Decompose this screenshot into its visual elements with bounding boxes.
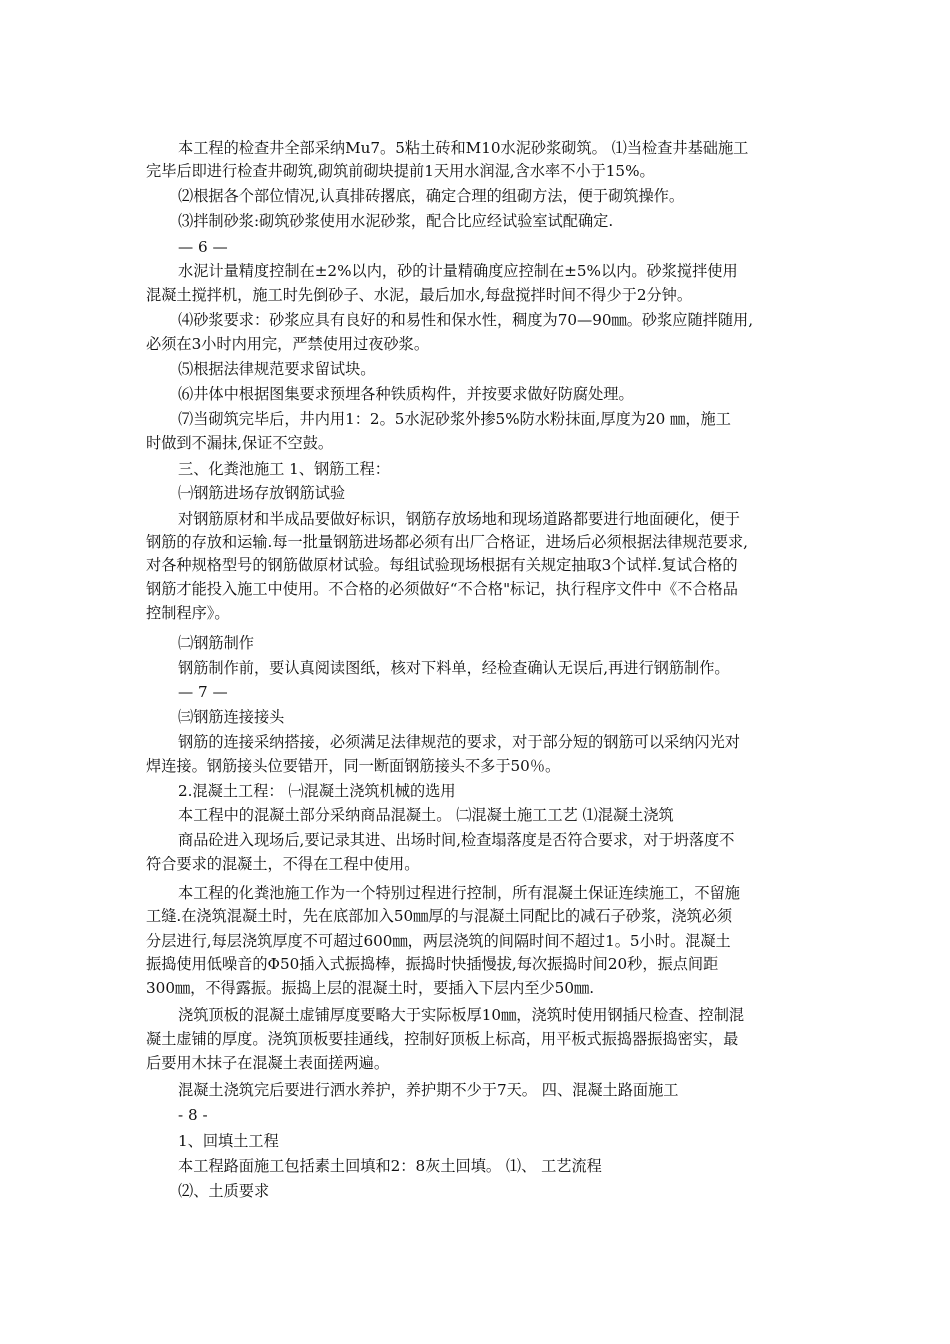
- text-line: ㈠钢筋进场存放钢筋试验: [178, 484, 346, 502]
- text-line: ⑺当砌筑完毕后，井内用1：2。5水泥砂浆外掺5%防水粉抹面,厚度为20 ㎜，施工: [178, 410, 731, 428]
- text-line: 完毕后即进行检查井砌筑,砌筑前砌块提前1天用水润湿,含水率不小于15%。: [146, 162, 655, 180]
- text-line: 钢筋才能投入施工中使用。不合格的必须做好“不合格"标记，执行程序文件中《不合格品: [146, 580, 738, 598]
- text-line: 符合要求的混凝土，不得在工程中使用。: [146, 855, 420, 873]
- text-line: 振捣使用低噪音的Φ50插入式振捣棒，振捣时快插慢拔,每次振捣时间20秒，振点间距: [146, 955, 719, 973]
- text-line: 300㎜，不得露振。振捣上层的混凝土时，要插入下层内至少50㎜.: [146, 979, 595, 997]
- text-line: 焊连接。钢筋接头位要错开，同一断面钢筋接头不多于50％。: [146, 757, 561, 775]
- text-line: 水泥计量精度控制在±2%以内，砂的计量精确度应控制在±5%以内。砂浆搅拌使用: [178, 262, 738, 280]
- text-line: ⑸根据法律规范要求留试块。: [178, 360, 376, 378]
- text-line: 1、回填土工程: [178, 1132, 279, 1150]
- text-line: 凝土虚铺的厚度。浇筑顶板要挂通线，控制好顶板上标高，用平板式振捣器振捣密实，最: [146, 1030, 739, 1048]
- text-line: 混凝土搅拌机，施工时先倒砂子、水泥，最后加水,每盘搅拌时间不得少于2分钟。: [146, 286, 693, 304]
- text-line: 分层进行,每层浇筑厚度不可超过600㎜，两层浇筑的间隔时间不超过1。5小时。混凝土: [146, 932, 731, 950]
- text-line: - 8 -: [178, 1106, 208, 1124]
- text-line: ⑷砂浆要求：砂浆应具有良好的和易性和保水性，稠度为70—90㎜。砂浆应随拌随用,: [178, 311, 754, 329]
- text-line: 工缝.在浇筑混凝土时，先在底部加入50㎜厚的与混凝土同配比的减石子砂浆，浇筑必须: [146, 907, 733, 925]
- text-line: 2.混凝土工程： ㈠混凝土浇筑机械的选用: [178, 782, 456, 800]
- text-line: 商品砼进入现场后,要记录其进、出场时间,检查塌落度是否符合要求，对于坍落度不: [178, 831, 735, 849]
- text-line: 本工程的检查井全部采纳Mu7。5粘土砖和M10水泥砂浆砌筑。 ⑴当检查井基础施工: [178, 139, 749, 157]
- text-line: 钢筋的连接采纳搭接，必须满足法律规范的要求，对于部分短的钢筋可以采纳闪光对: [178, 733, 740, 751]
- text-line: 控制程序》。: [146, 604, 230, 622]
- text-line: 本工程中的混凝土部分采纳商品混凝土。 ㈡混凝土施工工艺 ⑴混凝土浇筑: [178, 806, 674, 824]
- text-line: ⑹井体中根据图集要求预埋各种铁质构件，并按要求做好防腐处理。: [178, 385, 634, 403]
- text-line: ㈢钢筋连接接头: [178, 708, 285, 726]
- text-line: — 7 —: [178, 683, 228, 701]
- text-line: 三、化粪池施工 1、钢筋工程：: [178, 460, 390, 478]
- text-line: ⑶拌制砂浆:砌筑砂浆使用水泥砂浆，配合比应经试验室试配确定.: [178, 212, 614, 230]
- text-line: 时做到不漏抹,保证不空鼓。: [146, 434, 334, 452]
- text-line: 对钢筋原材和半成品要做好标识，钢筋存放场地和现场道路都要进行地面硬化，便于: [178, 510, 740, 528]
- text-line: 对各种规格型号的钢筋做原材试验。每组试验现场根据有关规定抽取3个试样.复试合格的: [146, 556, 738, 574]
- text-line: ㈡钢筋制作: [178, 634, 254, 652]
- text-line: 钢筋制作前，要认真阅读图纸，核对下料单，经检查确认无误后,再进行钢筋制作。: [178, 659, 730, 677]
- text-line: 必须在3小时内用完，严禁使用过夜砂浆。: [146, 335, 430, 353]
- text-line: 混凝土浇筑完后要进行洒水养护，养护期不少于7天。 四、混凝土路面施工: [178, 1081, 679, 1099]
- text-line: 后要用木抹子在混凝土表面搓两遍。: [146, 1054, 389, 1072]
- text-line: — 6 —: [178, 238, 228, 256]
- text-line: 浇筑顶板的混凝土虚铺厚度要略大于实际板厚10㎜，浇筑时使用钢插尺检查、控制混: [178, 1006, 745, 1024]
- text-line: ⑵、土质要求: [178, 1182, 270, 1200]
- text-line: 钢筋的存放和运输.每一批量钢筋进场都必须有出厂合格证，进场后必须根据法律规范要求,: [146, 533, 748, 551]
- text-line: 本工程的化粪池施工作为一个特别过程进行控制，所有混凝土保证连续施工，不留施: [178, 884, 740, 902]
- text-line: ⑵根据各个部位情况,认真排砖撂底，确定合理的组砌方法，便于砌筑操作。: [178, 187, 685, 205]
- text-line: 本工程路面施工包括素土回填和2：8灰土回填。 ⑴、 工艺流程: [178, 1157, 602, 1175]
